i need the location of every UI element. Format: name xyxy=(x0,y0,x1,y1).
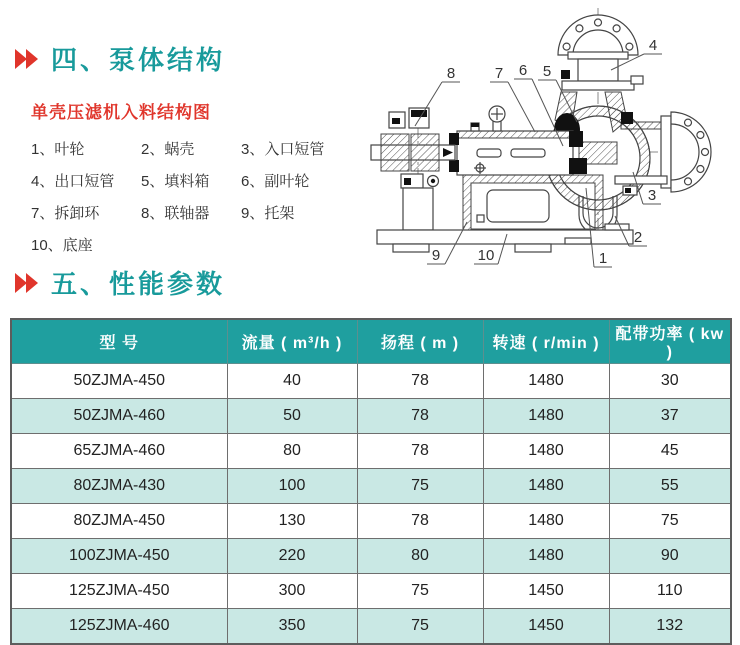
model-cell: 65ZJMA-460 xyxy=(11,434,227,469)
model-cell: 100ZJMA-450 xyxy=(11,539,227,574)
value-cell: 1480 xyxy=(483,539,609,574)
pump-drawing xyxy=(371,8,711,252)
parts-list-item: 7、拆卸环 xyxy=(31,205,100,222)
value-cell: 100 xyxy=(227,469,357,504)
value-cell: 130 xyxy=(227,504,357,539)
double-chevron-right-icon xyxy=(14,47,42,71)
table-row xyxy=(11,609,731,645)
header-power: 配带功率 ( kw ) xyxy=(609,319,731,364)
table-row xyxy=(11,539,731,574)
table-row xyxy=(11,469,731,504)
parts-list-item: 4、出口短管 xyxy=(31,173,115,190)
model-cell: 125ZJMA-460 xyxy=(11,609,227,645)
value-cell: 75 xyxy=(609,504,731,539)
value-cell: 110 xyxy=(609,574,731,609)
diagram-callout-number: 4 xyxy=(648,37,658,54)
table-row xyxy=(11,434,731,469)
value-cell: 75 xyxy=(357,469,483,504)
header-head: 扬程 ( m ) xyxy=(357,319,483,364)
table-row xyxy=(11,504,731,539)
model-cell: 50ZJMA-460 xyxy=(11,399,227,434)
diagram-callout-leader xyxy=(508,82,535,132)
diagram-callout-number: 5 xyxy=(542,63,552,80)
performance-table xyxy=(10,318,732,645)
double-chevron-right-icon xyxy=(14,271,42,295)
value-cell: 37 xyxy=(609,399,731,434)
value-cell: 78 xyxy=(357,399,483,434)
value-cell: 1480 xyxy=(483,469,609,504)
parts-list-item: 2、蜗壳 xyxy=(141,141,195,158)
parts-list-item: 5、填料箱 xyxy=(141,173,210,190)
model-cell: 50ZJMA-450 xyxy=(11,364,227,399)
value-cell: 1480 xyxy=(483,434,609,469)
model-cell: 125ZJMA-450 xyxy=(11,574,227,609)
diagram-subtitle: 单壳压滤机入料结构图 xyxy=(31,103,211,122)
value-cell: 55 xyxy=(609,469,731,504)
section-performance-header xyxy=(14,264,225,301)
parts-list-item: 1、叶轮 xyxy=(31,141,85,158)
value-cell: 1480 xyxy=(483,504,609,539)
coupling-support xyxy=(403,188,433,230)
table-header-row xyxy=(11,319,731,364)
model-cell: 80ZJMA-450 xyxy=(11,504,227,539)
parts-list-item: 10、底座 xyxy=(31,237,93,254)
value-cell: 220 xyxy=(227,539,357,574)
value-cell: 1480 xyxy=(483,399,609,434)
parts-list-item: 9、托架 xyxy=(241,205,295,222)
discharge-flange-plate xyxy=(568,52,628,59)
value-cell: 80 xyxy=(357,539,483,574)
parts-list-item: 8、联轴器 xyxy=(141,205,210,222)
value-cell: 1480 xyxy=(483,364,609,399)
value-cell: 1450 xyxy=(483,609,609,645)
value-cell: 75 xyxy=(357,574,483,609)
value-cell: 78 xyxy=(357,504,483,539)
value-cell: 78 xyxy=(357,434,483,469)
value-cell: 45 xyxy=(609,434,731,469)
diagram-callout-number: 2 xyxy=(633,229,643,246)
section-structure-header xyxy=(14,40,225,77)
value-cell: 30 xyxy=(609,364,731,399)
parts-list-item: 6、副叶轮 xyxy=(241,173,310,190)
table-row xyxy=(11,574,731,609)
value-cell: 75 xyxy=(357,609,483,645)
base-foot xyxy=(393,244,429,252)
casing-flange-plate xyxy=(562,81,634,90)
diagram-callout-number: 1 xyxy=(598,250,608,267)
shaft-seal xyxy=(569,131,583,147)
discharge-flange xyxy=(558,15,638,55)
diagram-callout-number: 7 xyxy=(494,65,504,82)
header-flow: 流量 ( m³/h ) xyxy=(227,319,357,364)
pump-cross-section-diagram xyxy=(365,0,740,272)
diagram-callout-number: 8 xyxy=(446,65,456,82)
diagram-callout-number: 3 xyxy=(647,187,657,204)
value-cell: 50 xyxy=(227,399,357,434)
model-cell: 80ZJMA-430 xyxy=(11,469,227,504)
header-speed: 转速 ( r/min ) xyxy=(483,319,609,364)
diagram-callout-number: 10 xyxy=(477,247,495,264)
value-cell: 350 xyxy=(227,609,357,645)
parts-list-item: 3、入口短管 xyxy=(241,141,325,158)
section-performance-title: 五、性能参数 xyxy=(51,269,226,299)
value-cell: 132 xyxy=(609,609,731,645)
header-model: 型 号 xyxy=(11,319,227,364)
value-cell: 80 xyxy=(227,434,357,469)
value-cell: 90 xyxy=(609,539,731,574)
value-cell: 1450 xyxy=(483,574,609,609)
table-row xyxy=(11,399,731,434)
parts-list xyxy=(31,138,361,255)
value-cell: 40 xyxy=(227,364,357,399)
table-row xyxy=(11,364,731,399)
value-cell: 78 xyxy=(357,364,483,399)
diagram-callout-number: 6 xyxy=(518,62,528,79)
section-structure-title: 四、泵体结构 xyxy=(51,45,226,75)
coupling xyxy=(381,134,409,171)
diagram-callout-number: 9 xyxy=(431,247,441,264)
value-cell: 300 xyxy=(227,574,357,609)
